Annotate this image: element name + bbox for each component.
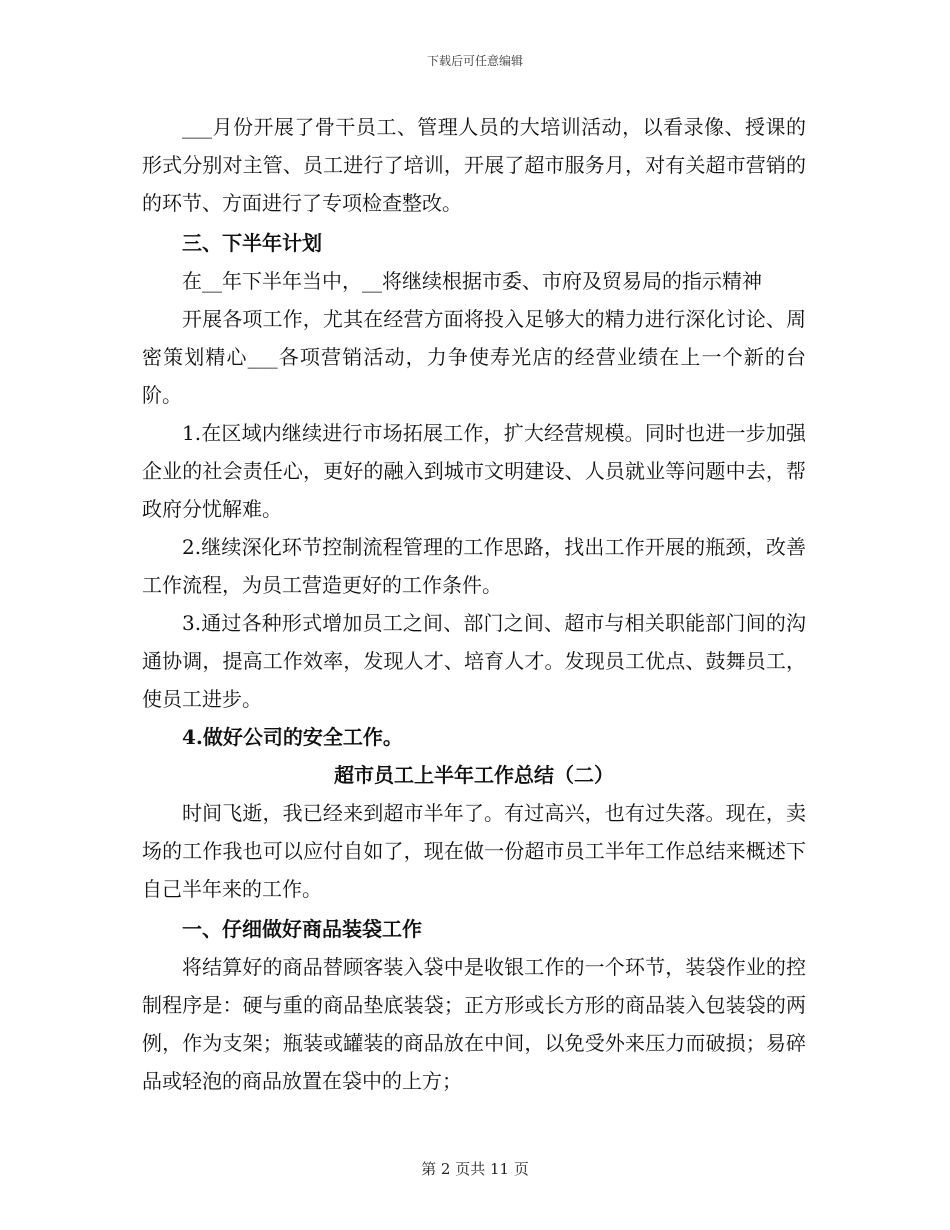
list-item-4: 4.做好公司的安全工作。 (182, 725, 403, 749)
heading-bagging: 一、仔细做好商品装袋工作 (182, 917, 422, 941)
page-header: 下载后可任意编辑 (426, 54, 523, 68)
paragraph-bagging: 将结算好的商品替顾客装入袋中是收银工作的一个环节，装袋作业的控制程序是：硬与重的商品垫底装袋；正方形或长方形的商品装入包装袋的两例，作为支架；瓶装或罐装的商品放在中间，以免受外来压力而破损；易碎品或轻泡的商品放置在袋中的上方； (142, 955, 806, 1093)
section-title: 超市员工上半年工作总结（二） (334, 763, 614, 787)
paragraph-summary-intro: 时间飞逝，我已经来到超市半年了。有过高兴，也有过失落。现在，卖场的工作我也可以应付自如了，现在做一份超市员工半年工作总结来概述下自己半年来的工作。 (142, 801, 806, 901)
paragraph-plan-intro: 在__年下半年当中，__将继续根据市委、市府及贸易局的指示精神 (182, 269, 762, 293)
list-item-1: 1.在区域内继续进行市场拓展工作，扩大经营规模。同时也进一步加强企业的社会责任心，更好的融入到城市文明建设、人员就业等问题中去，帮政府分忧解难。 (142, 421, 806, 521)
list-item-3: 3.通过各种形式增加员工之间、部门之间、超市与相关职能部门间的沟通协调，提高工作效率，发现人才、培育人才。发现员工优点、鼓舞员工，使员工进步。 (142, 611, 806, 711)
heading-second-half-plan: 三、下半年计划 (182, 231, 322, 255)
page-footer: 第 2 页共 11 页 (421, 1160, 529, 1178)
paragraph-training: ___月份开展了骨干员工、管理人员的大培训活动，以看录像、授课的形式分别对主管、员工进行了培训，开展了超市服务月，对有关超市营销的的环节、方面进行了专项检查整改。 (142, 115, 806, 215)
list-item-2: 2.继续深化环节控制流程管理的工作思路，找出工作开展的瓶颈，改善工作流程，为员工营造更好的工作条件。 (142, 535, 806, 597)
document-body (142, 108, 806, 1100)
paragraph-plan-work: 开展各项工作，尤其在经营方面将投入足够大的精力进行深化讨论、周密策划精心___各项营销活动，力争使寿光店的经营业绩在上一个新的台阶。 (142, 307, 806, 407)
